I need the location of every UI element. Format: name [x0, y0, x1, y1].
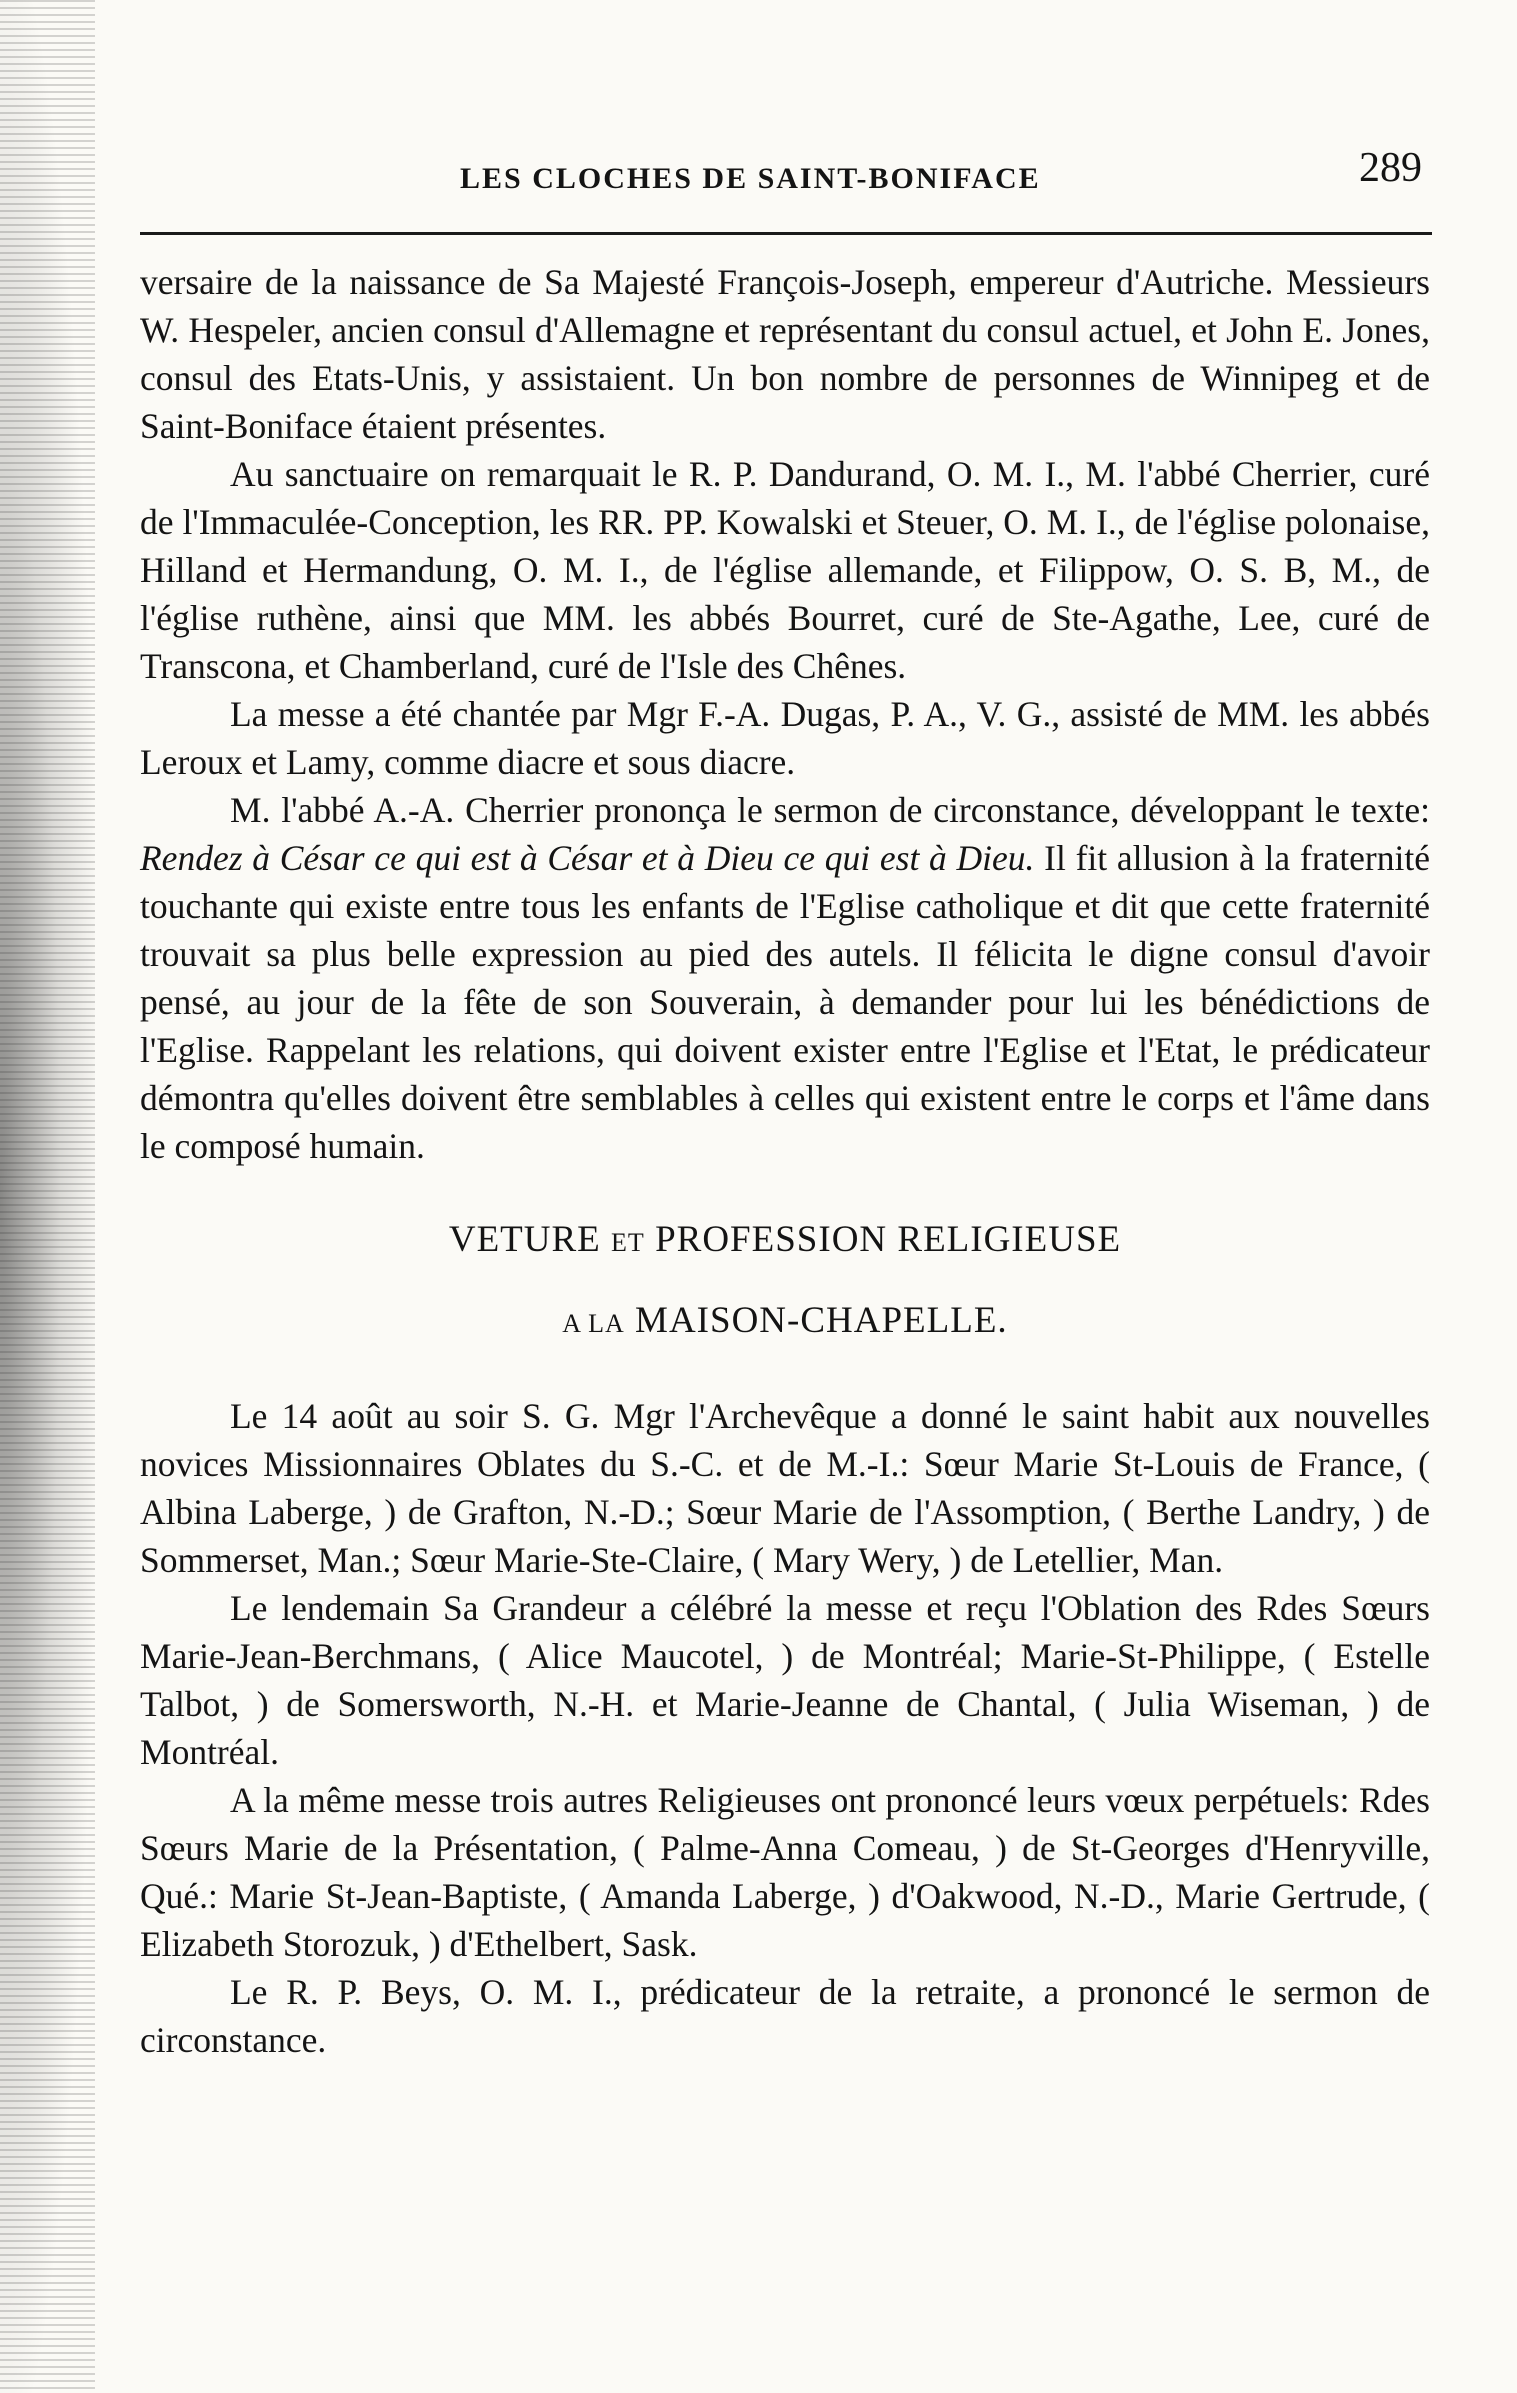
section-heading — [140, 1216, 1430, 1267]
header-rule — [140, 232, 1432, 235]
scan-shadow-edge — [0, 0, 95, 2393]
running-head — [140, 120, 1440, 195]
body-text — [140, 258, 1430, 2064]
paragraph: A la même messe trois autres Religieuses ont prononcé leurs vœux perpétuels: Rdes Sœurs Marie de la Présentation, ( Palme-Anna Comeau, ) de St-Georges d'Henryville, Qué.: Marie St-Jean-Baptiste, ( Amanda Laberge, ) d'Oakwood, N.-D., Marie Gertrude, ( Elizabeth Storozuk, ) d'Ethelbert, Sask. — [140, 1780, 1430, 1964]
heading-words: PROFESSION RELIGIEUSE — [655, 1219, 1122, 1260]
paragraph-text: M. l'abbé A.-A. Cherrier prononça le sermon de circonstance, développant le texte: — [230, 790, 1430, 830]
paragraph: versaire de la naissance de Sa Majesté François-Joseph, empereur d'Autriche. Messieurs W. Hespeler, ancien consul d'Allemagne et représentant du consul actuel, et John E. Jones, consul des Etats-Unis, y assistaient. Un bon nombre de personnes de Winnipeg et de Saint-Boniface étaient présentes. — [140, 262, 1430, 446]
heading-small-word: ET — [611, 1228, 645, 1257]
heading-word: VETURE — [448, 1219, 601, 1260]
paragraph: Le R. P. Beys, O. M. I., prédicateur de la retraite, a prononcé le sermon de circonstance. — [140, 1972, 1430, 2060]
paragraph: La messe a été chantée par Mgr F.-A. Dugas, P. A., V. G., assisté de MM. les abbés Leroux et Lamy, comme diacre et sous diacre. — [140, 694, 1430, 782]
subheading-small-words: A LA — [562, 1309, 625, 1338]
subheading-main: MAISON-CHAPELLE. — [635, 1300, 1008, 1341]
page-number: 289 — [1359, 145, 1422, 191]
paragraph: Le 14 août au soir S. G. Mgr l'Archevêque a donné le saint habit aux nouvelles novices Missionnaires Oblates du S.-C. et de M.-I.: Sœur Marie St-Louis de France, ( Albina Laberge, ) de Grafton, N.-D.; Sœur Marie de l'Assomption, ( Berthe Landry, ) de Sommerset, Man.; Sœur Marie-Ste-Claire, ( Mary Wery, ) de Letellier, Man. — [140, 1396, 1430, 1580]
paragraph — [140, 786, 1430, 1170]
paragraph: Au sanctuaire on remarquait le R. P. Dandurand, O. M. I., M. l'abbé Cherrier, curé de l'Immaculée-Conception, les RR. PP. Kowalski et Steuer, O. M. I., de l'église polonaise, Hilland et Hermandung, O. M. I., de l'église allemande, et Filippow, O. S. B, M., de l'église ruthène, ainsi que MM. les abbés Bourret, curé de Ste-Agathe, Lee, curé de Transcona, et Chamberland, curé de l'Isle des Chênes. — [140, 454, 1430, 686]
running-title: LES CLOCHES DE SAINT-BONIFACE — [460, 162, 1041, 195]
paragraph-text: Il fit allusion à la fraternité touchante qui existe entre tous les enfants de l'Eglise catholique et dit que cette fraternité trouvait sa plus belle expression au pied des autels. Il félicita le digne consul d'avoir pensé, au jour de la fête de son Souverain, à demander pour lui les bénédictions de l'Eglise. Rappelant les relations, qui doivent exister entre l'Eglise et l'Etat, le prédicateur démontra qu'elles doivent être semblables à celles qui existent entre le corps et l'âme dans le composé humain. — [140, 838, 1430, 1166]
quoted-text: Rendez à César ce qui est à César et à Dieu ce qui est à Dieu. — [140, 838, 1035, 878]
section-subheading — [140, 1297, 1430, 1348]
paragraph: Le lendemain Sa Grandeur a célébré la messe et reçu l'Oblation des Rdes Sœurs Marie-Jean-Berchmans, ( Alice Maucotel, ) de Montréal; Marie-St-Philippe, ( Estelle Talbot, ) de Somersworth, N.-H. et Marie-Jeanne de Chantal, ( Julia Wiseman, ) de Montréal. — [140, 1588, 1430, 1772]
book-page — [140, 120, 1440, 2060]
